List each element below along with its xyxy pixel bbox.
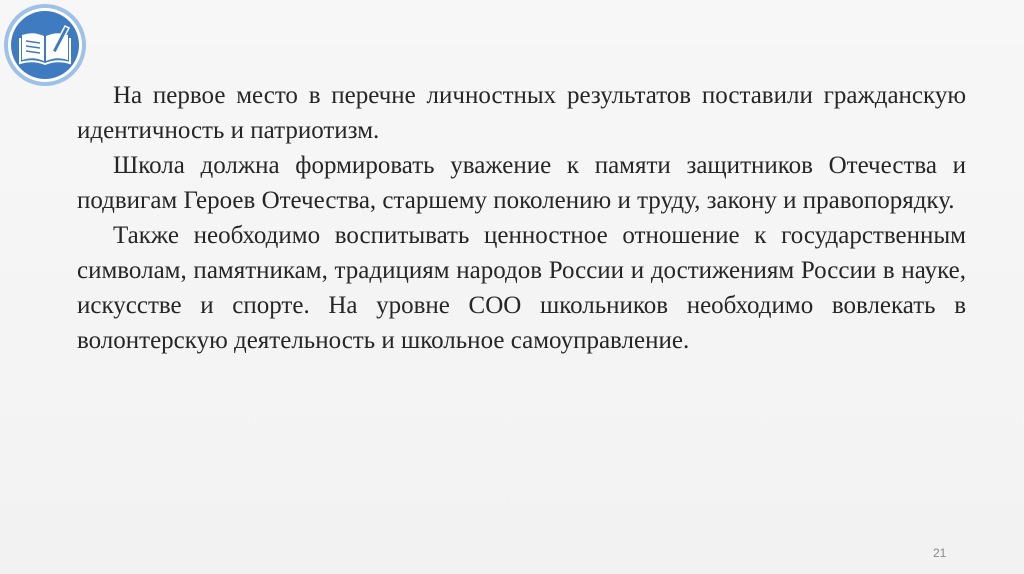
slide-body-text <box>77 78 966 358</box>
paragraph-1: На первое место в перечне личностных результатов поставили гражданскую идентичность и патриотизм. <box>77 82 966 144</box>
paragraph-2: Школа должна формировать уважение к памяти защитников Отечества и подвигам Героев Отечества, старшему поколению и труду, закону и правопорядку. <box>77 152 966 214</box>
open-book-with-pen-icon <box>2 2 88 88</box>
paragraph-3: Также необходимо воспитывать ценностное отношение к государственным символам, памятникам, традициям народов России и достижениям России в науке, искусстве и спорте. На уровне СОО школьников необходимо вовлекать в волонтерскую деятельность и школьное самоуправление. <box>77 222 966 354</box>
page-number: 21 <box>933 546 947 560</box>
